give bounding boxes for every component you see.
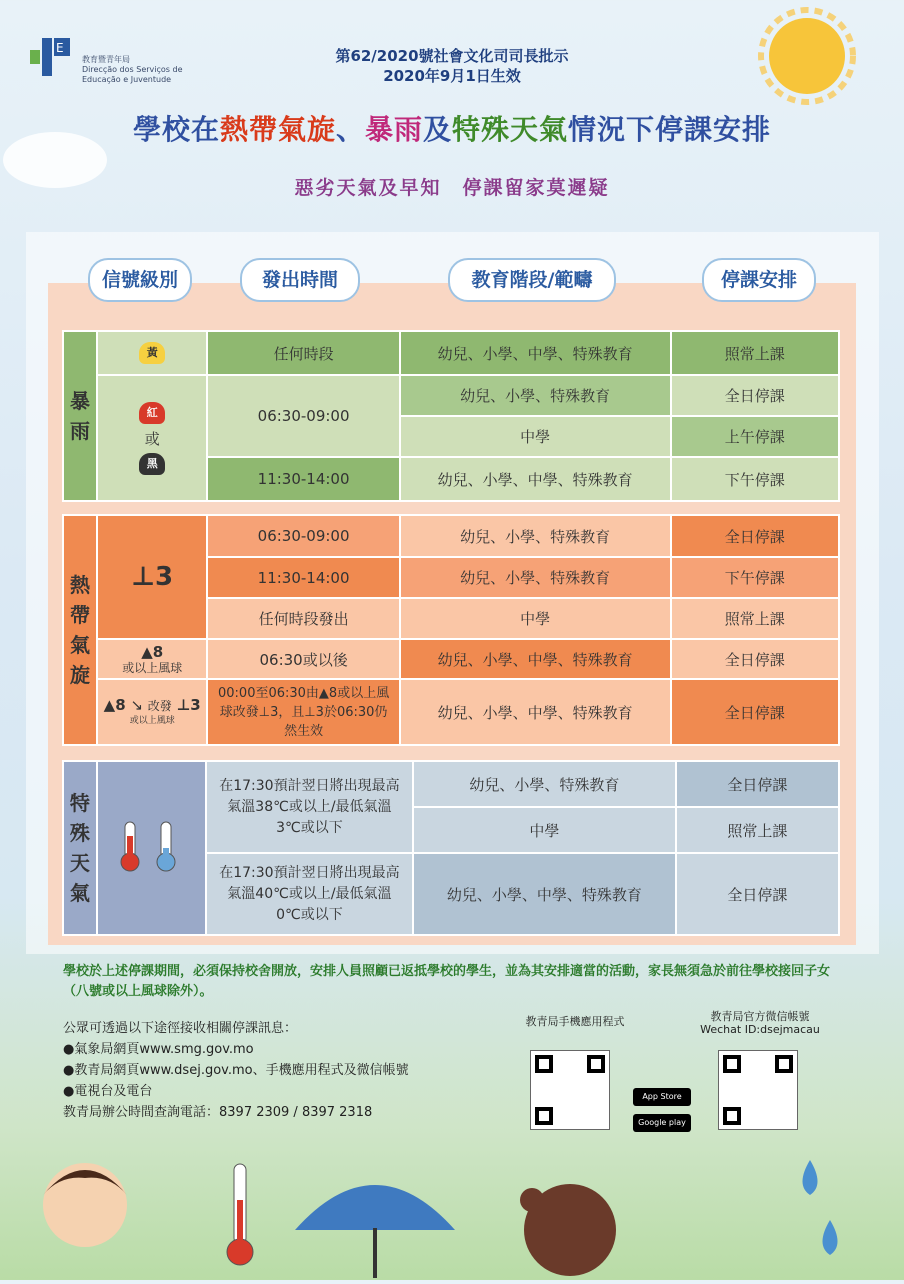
column-header-time: 發出時間 (240, 258, 360, 302)
raindrop-icon (790, 1150, 850, 1270)
time-cell: 06:30或以後 (207, 639, 399, 679)
category-special-weather: 特殊天氣 (63, 761, 97, 935)
arrangement-cell: 全日停課 (671, 375, 839, 416)
channel-item: ●電視台及電台 (63, 1084, 153, 1099)
or-label: 或 (144, 429, 160, 448)
app-qr-code[interactable] (530, 1050, 610, 1130)
title-part: 及 (423, 113, 453, 146)
level-cell: 幼兒、小學、特殊教育 (400, 515, 671, 557)
signal-8-note: 或以上風球 (122, 661, 183, 675)
channels-intro: 公眾可透過以下途徑接收相關停課訊息： (63, 1021, 298, 1036)
title-part: 情況下停課安排 (568, 113, 772, 146)
channel-item: ●教青局網頁www.dsej.gov.mo、手機應用程式及微信帳號 (63, 1063, 409, 1078)
arrangement-cell: 照常上課 (671, 598, 839, 639)
level-cell: 幼兒、小學、中學、特殊教育 (400, 679, 671, 745)
title-part: 、 (335, 113, 365, 146)
signal-3-icon: ⊥3 (131, 562, 174, 592)
time-cell: 任何時段發出 (207, 598, 399, 639)
arrangement-cell: 下午停課 (671, 457, 839, 501)
arrangement-cell: 上午停課 (671, 416, 839, 457)
signal-yellow-rain (97, 331, 207, 375)
arrangement-cell: 全日停課 (676, 853, 839, 935)
signal-temperature (97, 761, 206, 935)
rainstorm-table (62, 330, 840, 502)
umbrella-icon (290, 1150, 460, 1280)
arrangement-cell: 全日停課 (671, 515, 839, 557)
column-header-arrangement: 停課安排 (702, 258, 816, 302)
thermometer-icon (220, 1160, 260, 1270)
arrow-icon: ↘ (130, 696, 144, 714)
typhoon-table (62, 514, 840, 746)
category-rainstorm: 暴雨 (63, 331, 97, 501)
app-store-badge[interactable]: App Store (633, 1088, 691, 1106)
signal-8-icon: ▲8 (103, 696, 126, 714)
title-rain: 暴雨 (364, 113, 423, 146)
svg-text:E: E (56, 41, 64, 55)
black-rain-icon: 黑 (139, 453, 165, 475)
arrangement-cell: 下午停課 (671, 557, 839, 598)
time-cell: 在17:30預計翌日將出現最高氣溫40℃或以上/最低氣溫0℃或以下 (206, 853, 413, 935)
signal-8 (97, 639, 207, 679)
arrangement-cell: 照常上課 (671, 331, 839, 375)
level-cell: 幼兒、小學、中學、特殊教育 (413, 853, 676, 935)
time-cell: 06:30-09:00 (207, 515, 399, 557)
arrangement-cell: 全日停課 (676, 761, 839, 807)
channel-item: ●氣象局網頁www.smg.gov.mo (63, 1042, 254, 1057)
google-play-badge[interactable]: Google play (633, 1114, 691, 1132)
decree-line1: 第62/2020號社會文化司司長批示 (335, 47, 569, 65)
column-header-level: 教育階段/範疇 (448, 258, 616, 302)
girl-illustration (510, 1160, 630, 1280)
decree-line2: 2020年9月1日生效 (383, 67, 521, 85)
arrangement-cell: 全日停課 (671, 679, 839, 745)
cloud-icon (0, 120, 110, 190)
signal-8-icon: ▲8 (141, 643, 164, 661)
signal-3-icon: ⊥3 (176, 696, 201, 714)
red-rain-icon: 紅 (139, 402, 165, 424)
level-cell: 中學 (400, 416, 671, 457)
level-cell: 幼兒、小學、特殊教育 (400, 557, 671, 598)
slogan: 惡劣天氣及早知 停課留家莫遲疑 (294, 177, 610, 199)
thermometer-icon (111, 816, 191, 876)
title-special: 特殊天氣 (452, 113, 569, 146)
time-cell: 任何時段 (207, 331, 399, 375)
logo-text: 教育暨青年局 Direcção dos Serviços de Educação e Juventude (82, 55, 183, 84)
time-cell: 00:00至06:30由▲8或以上風球改發⊥3，且⊥3於06:30仍然生效 (207, 679, 399, 745)
time-cell: 11:30-14:00 (207, 457, 399, 501)
time-cell: 11:30-14:00 (207, 557, 399, 598)
school-open-note: 學校於上述停課期間，必須保持校舍開放，安排人員照顧已返抵學校的學生，並為其安排適當的活動，家長無須急於前往學校接回子女（八號或以上風球除外）。 (63, 964, 831, 999)
level-cell: 幼兒、小學、特殊教育 (413, 761, 676, 807)
changed-label: 改發 (147, 699, 172, 713)
signal-8-to-3 (97, 679, 207, 745)
arrangement-cell: 照常上課 (676, 807, 839, 853)
level-cell: 幼兒、小學、特殊教育 (400, 375, 671, 416)
category-typhoon: 熱帶氣旋 (63, 515, 97, 745)
signal-red-black-rain (97, 375, 207, 501)
wechat-id: Wechat ID:dsejmacau (700, 1023, 820, 1036)
level-cell: 幼兒、小學、中學、特殊教育 (400, 639, 671, 679)
page-title (0, 108, 904, 148)
time-cell: 在17:30預計翌日將出現最高氣溫38℃或以上/最低氣溫3℃或以下 (206, 761, 413, 853)
time-cell: 06:30-09:00 (207, 375, 399, 457)
level-cell: 中學 (400, 598, 671, 639)
title-typhoon: 熱帶氣旋 (219, 113, 336, 146)
app-label: 教青局手機應用程式 (525, 1015, 625, 1028)
special-weather-table (62, 760, 840, 936)
phone-info: 教青局辦公時間查詢電話：8397 2309 / 8397 2318 (63, 1105, 373, 1120)
signal-3 (97, 515, 207, 639)
title-part: 學校在 (132, 113, 220, 146)
channels-info (63, 1018, 409, 1123)
level-cell: 中學 (413, 807, 676, 853)
wechat-label: 教青局官方微信帳號 (710, 1010, 810, 1023)
level-cell: 幼兒、小學、中學、特殊教育 (400, 331, 671, 375)
yellow-rain-icon: 黃 (139, 342, 165, 364)
sun-icon (752, 6, 862, 106)
signal-8-note: 或以上風球 (129, 716, 175, 726)
wechat-qr-code[interactable] (718, 1050, 798, 1130)
level-cell: 幼兒、小學、中學、特殊教育 (400, 457, 671, 501)
arrangement-cell: 全日停課 (671, 639, 839, 679)
column-header-signal: 信號級別 (88, 258, 192, 302)
boy-illustration (30, 1150, 140, 1280)
